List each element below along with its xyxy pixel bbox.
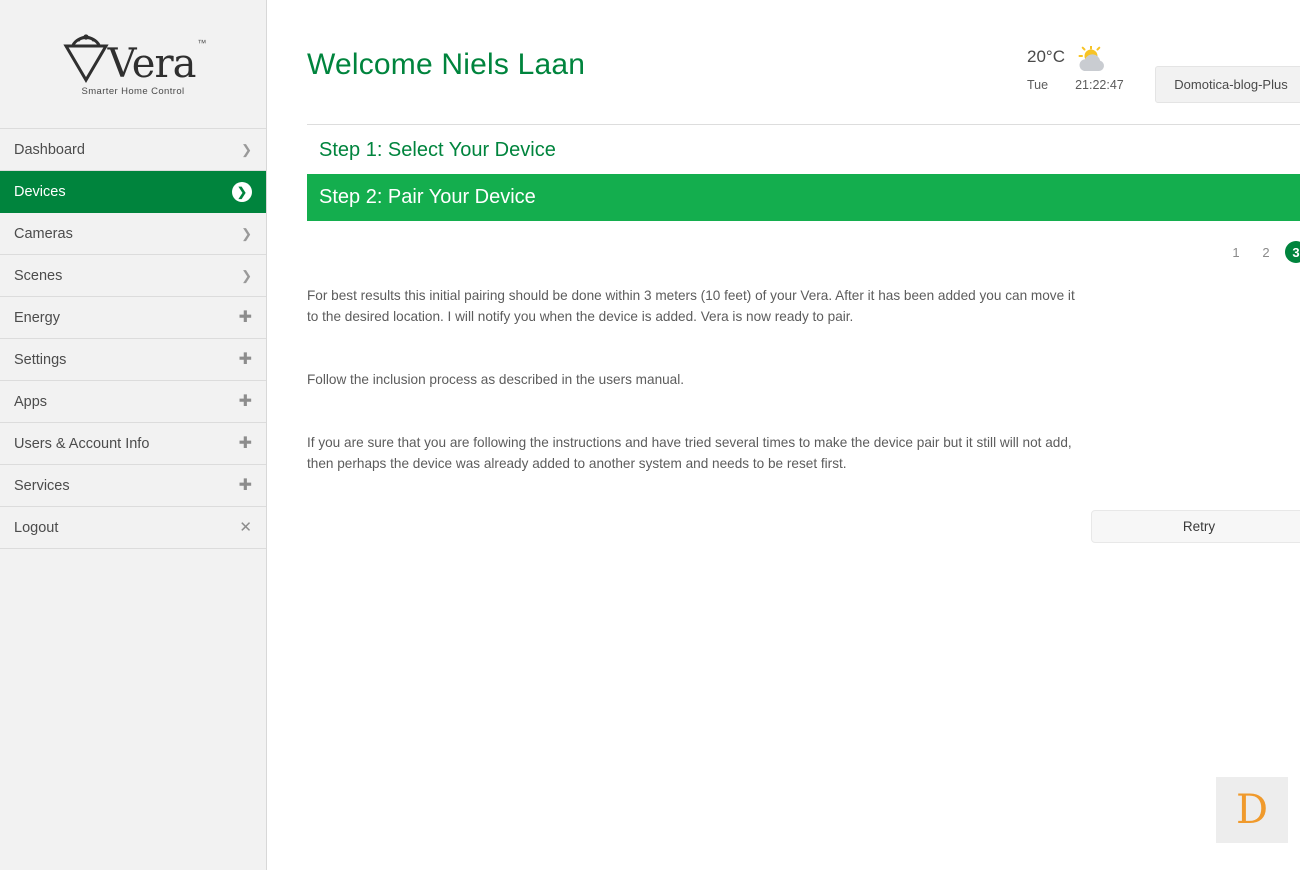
chevron-right-icon: ❯: [241, 226, 252, 241]
plus-icon: ✚: [238, 392, 252, 410]
temperature-row: [1027, 46, 1115, 76]
sidebar-item-label: Scenes: [14, 267, 63, 284]
retry-button[interactable]: Retry: [1091, 510, 1300, 543]
weather-widget: [1027, 46, 1147, 92]
instruction-paragraph-2: Follow the inclusion process as described in the users manual.: [307, 372, 685, 387]
sidebar-item-label: Users & Account Info: [14, 435, 150, 452]
clock-row: [1027, 78, 1147, 92]
plus-icon: ✚: [238, 476, 252, 494]
sidebar-item-devices[interactable]: [0, 171, 266, 213]
pager-page-1[interactable]: 1: [1232, 244, 1240, 260]
chevron-right-icon: ❯: [241, 268, 252, 283]
sidebar-item-logout[interactable]: [0, 507, 266, 549]
status-cluster: [1027, 46, 1300, 103]
brand-tagline: Smarter Home Control: [81, 85, 185, 97]
sidebar: [0, 0, 267, 870]
sidebar-item-users-account-info[interactable]: [0, 423, 266, 465]
sidebar-item-apps[interactable]: [0, 381, 266, 423]
sidebar-item-energy[interactable]: [0, 297, 266, 339]
sidebar-item-dashboard[interactable]: [0, 129, 266, 171]
step-1-header[interactable]: Step 1: Select Your Device: [319, 139, 556, 161]
vera-v-icon: [60, 32, 112, 84]
brand-name: Vera: [107, 40, 196, 87]
plus-icon: ✚: [238, 350, 252, 368]
logo-wrap: [60, 32, 207, 87]
sidebar-item-services[interactable]: [0, 465, 266, 507]
sidebar-item-label: Energy: [14, 309, 60, 326]
sidebar-item-label: Devices: [14, 183, 66, 200]
sidebar-item-cameras[interactable]: [0, 213, 266, 255]
clock-label: 21:22:47: [1075, 78, 1124, 92]
brand-logo[interactable]: [0, 0, 266, 128]
chevron-right-icon: ❯: [241, 142, 252, 157]
pager-page-2[interactable]: 2: [1262, 244, 1270, 260]
sidebar-item-label: Services: [14, 477, 70, 494]
main-panel: [267, 0, 1300, 870]
unit-name-badge[interactable]: Domotica-blog-Plus: [1155, 66, 1300, 103]
temperature-value: 20°C: [1027, 47, 1065, 66]
sidebar-item-label: Logout: [14, 519, 59, 536]
sidebar-item-label: Dashboard: [14, 141, 85, 158]
sidebar-item-label: Cameras: [14, 225, 73, 242]
close-icon: ✕: [239, 519, 252, 536]
instruction-paragraph-1: For best results this initial pairing should be done within 3 meters (10 feet) of your Vera. After it has been added you can move it to the desired location. I will notify you when the device is added. Vera is now ready to pair.: [307, 288, 1075, 324]
plus-icon: ✚: [238, 434, 252, 452]
sidebar-item-settings[interactable]: [0, 339, 266, 381]
instruction-paragraph-3: If you are sure that you are following the instructions and have tried several times to make the device pair but it still will not add, then perhaps the device was already added to another system and needs to be reset first.: [307, 435, 1072, 471]
sidebar-nav: [0, 128, 266, 549]
weekday-label: Tue: [1027, 78, 1049, 92]
sidebar-item-label: Apps: [14, 393, 48, 410]
brand-tm: ™: [197, 37, 207, 48]
content-column: [307, 0, 1300, 543]
page-title: Welcome Niels Laan: [307, 48, 586, 81]
step-2-header[interactable]: Step 2: Pair Your Device: [307, 174, 1300, 221]
sidebar-item-label: Settings: [14, 351, 67, 368]
corner-logo-badge: D: [1216, 777, 1288, 843]
plus-icon: ✚: [238, 308, 252, 326]
chevron-right-icon: ❯: [232, 182, 252, 202]
wizard-pager: [307, 241, 1300, 263]
pager-page-3[interactable]: 3: [1285, 241, 1300, 263]
action-row: [307, 510, 1300, 543]
page-header: [307, 0, 1300, 124]
sidebar-item-scenes[interactable]: [0, 255, 266, 297]
sun-behind-cloud-icon: [1071, 46, 1115, 76]
